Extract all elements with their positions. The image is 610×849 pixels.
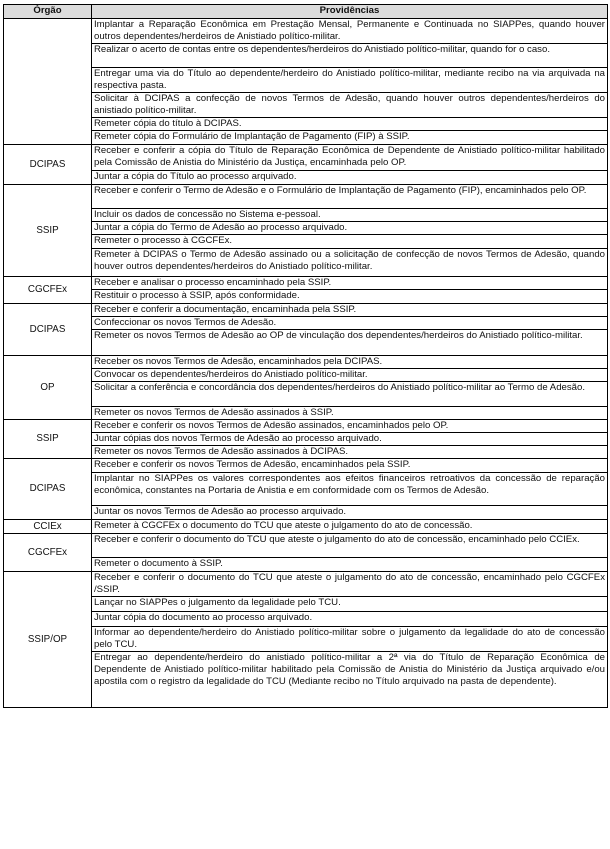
providencia-cell: Remeter os novos Termos de Adesão ao OP de vinculação dos dependentes/herdeiros do Anistiado político-militar. (92, 330, 608, 356)
table-row (4, 209, 608, 222)
providencia-cell: Juntar cópia do documento ao processo arquivado. (92, 612, 608, 627)
providencia-cell: Receber e conferir os novos Termos de Adesão assinados, encaminhados pelo OP. (92, 420, 608, 433)
table-row (4, 382, 608, 407)
table-row (4, 330, 608, 356)
providencia-cell: Confeccionar os novos Termos de Adesão. (92, 317, 608, 330)
table-row (4, 145, 608, 171)
table-row (4, 652, 608, 708)
table-row (4, 473, 608, 506)
providencia-cell: Receber e analisar o processo encaminhado pela SSIP. (92, 277, 608, 290)
orgao-cell: SSIP (4, 420, 92, 459)
table-row (4, 222, 608, 235)
table-row (4, 19, 608, 44)
table-row (4, 68, 608, 93)
table-row (4, 627, 608, 652)
providencia-cell: Remeter os novos Termos de Adesão assinados à DCIPAS. (92, 446, 608, 459)
providencia-cell: Restituir o processo à SSIP, após conformidade. (92, 290, 608, 304)
table-row (4, 304, 608, 317)
orgao-cell: CGCFEx (4, 534, 92, 572)
providencia-cell: Implantar no SIAPPes os valores correspondentes aos efeitos financeiros retroativos da concessão de reparação econômica, constantes na Portaria de Anistia e em conformidade com os Termos de Adesão. (92, 473, 608, 506)
providencia-cell: Remeter o processo à CGCFEx. (92, 235, 608, 249)
table-row (4, 520, 608, 534)
providencia-cell: Remeter cópia do Formulário de Implantação de Pagamento (FIP) à SSIP. (92, 131, 608, 145)
table-row (4, 235, 608, 249)
providencia-cell: Receber e conferir a cópia do Título de Reparação Econômica de Dependente de Anistiado político-militar habilitado pela Comissão de Anistia do Ministério da Justiça, encaminhada pelo OP. (92, 145, 608, 171)
table-row (4, 420, 608, 433)
providencia-cell: Solicitar a conferência e concordância dos dependentes/herdeiros do Anistiado político-militar ao Termo de Adesão. (92, 382, 608, 407)
providencia-cell: Receber e conferir o documento do TCU que ateste o julgamento do ato de concessão, encaminhado pelo CCIEx. (92, 534, 608, 558)
orgao-cell: CGCFEx (4, 277, 92, 304)
header-providencias: Providências (92, 5, 608, 19)
providencia-cell: Juntar a cópia do Termo de Adesão ao processo arquivado. (92, 222, 608, 235)
table-row (4, 369, 608, 382)
orgao-cell: OP (4, 356, 92, 420)
table-row (4, 171, 608, 185)
table-row (4, 277, 608, 290)
orgao-cell: DCIPAS (4, 145, 92, 185)
providencia-cell: Entregar ao dependente/herdeiro do anistiado político-militar a 2ª via do Título de Reparação Econômica de Dependente de Anistiado político-militar habilitado pela Comissão de Anistia do Ministério da Justiça arquivado e/ou apostila com o registro da legalidade do TCU (Mediante recibo no Título arquivado na pasta de dependente). (92, 652, 608, 708)
providencia-cell: Receber e conferir os novos Termos de Adesão, encaminhados pela SSIP. (92, 459, 608, 473)
providencia-cell: Receber e conferir o documento do TCU que ateste o julgamento do ato de concessão, encaminhado pelo CGCFEx /SSIP. (92, 572, 608, 597)
table-row (4, 433, 608, 446)
table-row (4, 290, 608, 304)
providencia-cell: Remeter o documento à SSIP. (92, 558, 608, 572)
orgao-cell (4, 19, 92, 145)
providencia-cell: Remeter à CGCFEx o documento do TCU que ateste o julgamento do ato de concessão. (92, 520, 608, 534)
orgao-cell: SSIP/OP (4, 572, 92, 708)
table-row (4, 131, 608, 145)
providencia-cell: Implantar a Reparação Econômica em Prestação Mensal, Permanente e Continuada no SIAPPes, quando houver outros dependentes/herdeiros de Anistiado político-militar. (92, 19, 608, 44)
providencia-cell: Remeter cópia do título à DCIPAS. (92, 118, 608, 131)
providencias-table-container (3, 4, 607, 708)
table-header-row (4, 5, 608, 19)
providencia-cell: Remeter à DCIPAS o Termo de Adesão assinado ou a solicitação de confecção de novos Termos de Adesão, quando houver outros dependentes/herdeiros do Anistiado político-militar. (92, 249, 608, 277)
table-row (4, 506, 608, 520)
table-row (4, 44, 608, 68)
providencia-cell: Receber e conferir a documentação, encaminhada pela SSIP. (92, 304, 608, 317)
table-row (4, 558, 608, 572)
table-row (4, 446, 608, 459)
header-orgao: Órgão (4, 5, 92, 19)
providencia-cell: Informar ao dependente/herdeiro do Anistiado político-militar sobre o julgamento da legalidade do ato de concessão pelo TCU. (92, 627, 608, 652)
table-row (4, 459, 608, 473)
table-row (4, 249, 608, 277)
providencia-cell: Lançar no SIAPPes o julgamento da legalidade pelo TCU. (92, 597, 608, 612)
table-row (4, 612, 608, 627)
orgao-cell: SSIP (4, 185, 92, 277)
table-row (4, 93, 608, 118)
orgao-cell: CCIEx (4, 520, 92, 534)
table-row (4, 317, 608, 330)
table-row (4, 597, 608, 612)
table-row (4, 118, 608, 131)
table-row (4, 534, 608, 558)
table-row (4, 356, 608, 369)
providencia-cell: Remeter os novos Termos de Adesão assinados à SSIP. (92, 407, 608, 420)
table-row (4, 572, 608, 597)
providencia-cell: Incluir os dados de concessão no Sistema e-pessoal. (92, 209, 608, 222)
providencia-cell: Receber e conferir o Termo de Adesão e o Formulário de Implantação de Pagamento (FIP), encaminhados pelo OP. (92, 185, 608, 209)
providencia-cell: Receber os novos Termos de Adesão, encaminhados pela DCIPAS. (92, 356, 608, 369)
table-row (4, 407, 608, 420)
providencia-cell: Solicitar à DCIPAS a confecção de novos Termos de Adesão, quando houver outros dependentes/herdeiros do anistiado político-militar. (92, 93, 608, 118)
providencia-cell: Juntar os novos Termos de Adesão ao processo arquivado. (92, 506, 608, 520)
providencia-cell: Entregar uma via do Título ao dependente/herdeiro do Anistiado político-militar, mediante recibo na via arquivada na respectiva pasta. (92, 68, 608, 93)
providencias-table (3, 4, 608, 708)
table-body (4, 19, 608, 708)
table-row (4, 185, 608, 209)
providencia-cell: Juntar a cópia do Título ao processo arquivado. (92, 171, 608, 185)
providencia-cell: Realizar o acerto de contas entre os dependentes/herdeiros do Anistiado político-militar, quando for o caso. (92, 44, 608, 68)
providencia-cell: Convocar os dependentes/herdeiros do Anistiado político-militar. (92, 369, 608, 382)
orgao-cell: DCIPAS (4, 304, 92, 356)
providencia-cell: Juntar cópias dos novos Termos de Adesão ao processo arquivado. (92, 433, 608, 446)
orgao-cell: DCIPAS (4, 459, 92, 520)
